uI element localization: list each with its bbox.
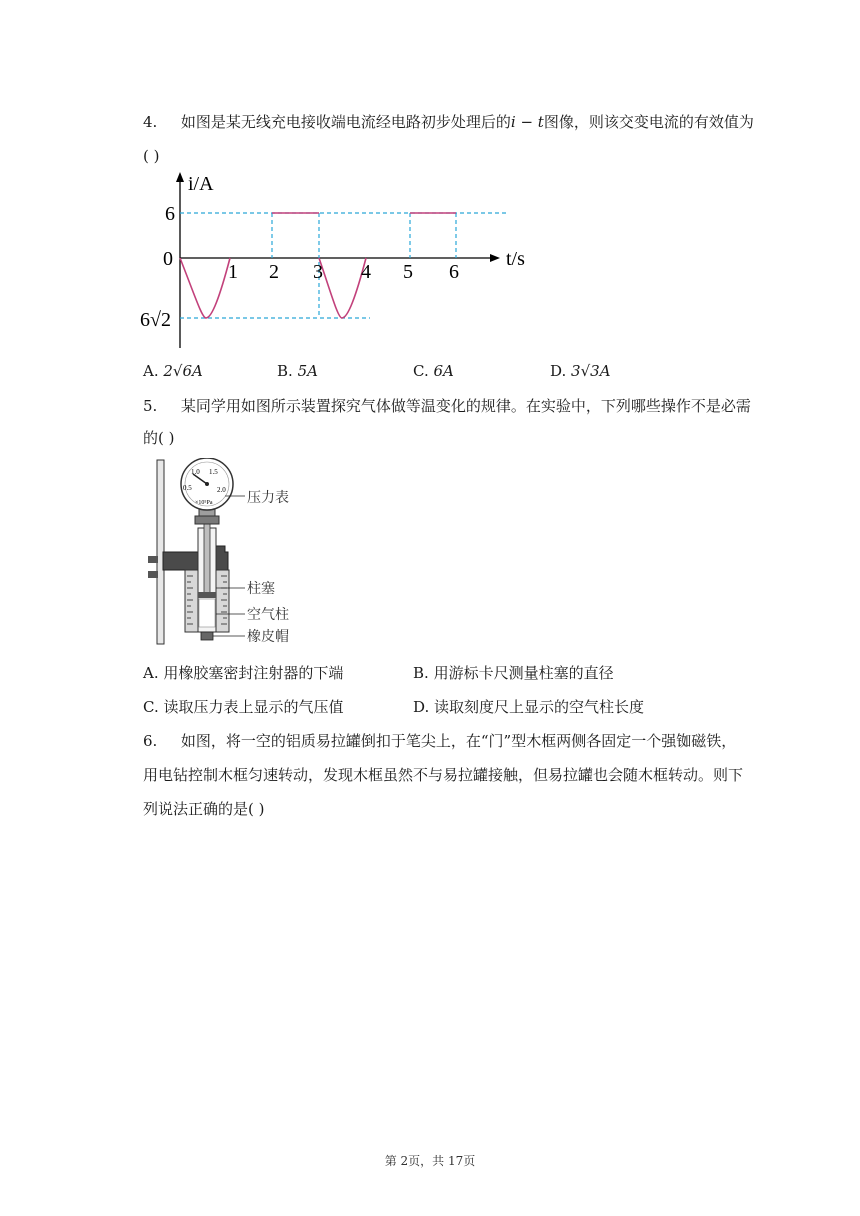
question-5-option-d[interactable]: [413, 697, 644, 717]
clamp-screw-bottom: [148, 571, 158, 578]
gauge-tick-0-5: 0.5: [183, 484, 192, 492]
question-4-text-post: 图像，则该交变电流的有效值为: [543, 113, 754, 131]
clamp-screw-top: [148, 556, 158, 563]
option-text: 3√3A: [571, 362, 611, 380]
x-axis-label: t/s: [506, 248, 525, 270]
air-column: [199, 599, 215, 627]
y-tick-6: 6: [165, 203, 175, 225]
option-text: 读取刻度尺上显示的空气柱长度: [434, 698, 645, 716]
y-axis-arrow: [176, 172, 184, 182]
option-letter: C.: [143, 698, 159, 716]
question-4-option-a[interactable]: [143, 361, 203, 381]
x-tick-5: 5: [403, 261, 413, 283]
question-6-line1: [143, 731, 736, 751]
gauge-tick-1-0: 1.0: [191, 468, 200, 476]
question-5-option-a[interactable]: [143, 663, 343, 683]
option-letter: D.: [550, 362, 567, 380]
question-5-number: 5.: [143, 397, 158, 415]
sine-segment-1: [180, 258, 230, 318]
x-tick-4: 4: [361, 261, 371, 283]
option-text: 读取压力表上显示的气压值: [163, 698, 344, 716]
option-text: 用游标卡尺测量柱塞的直径: [433, 664, 614, 682]
option-letter: A.: [143, 664, 159, 682]
question-6-line2: 用电钻控制木框匀速转动，发现木框虽然不与易拉罐接触，但易拉罐也会随木框转动。则下: [143, 766, 744, 784]
question-5-option-c[interactable]: [143, 697, 344, 717]
origin-label: 0: [163, 248, 173, 270]
gauge-tick-1-5: 1.5: [209, 468, 218, 476]
rubber-cap: [201, 632, 213, 640]
question-5-line1: [143, 396, 751, 416]
label-rubber-cap: 橡皮帽: [247, 630, 289, 645]
plunger-rod: [204, 518, 210, 596]
option-letter: C.: [413, 362, 429, 380]
label-plunger: 柱塞: [247, 582, 275, 597]
page-footer: 第 2页，共 17页: [384, 1154, 476, 1168]
option-text: 2√6A: [163, 362, 203, 380]
label-gauge: 压力表: [247, 491, 289, 506]
x-tick-3: 3: [313, 261, 323, 283]
option-letter: D.: [413, 698, 430, 716]
question-4-line2: ( ): [143, 147, 160, 165]
option-letter: B.: [277, 362, 293, 380]
question-4-option-b[interactable]: [277, 361, 318, 381]
gauge-unit: ×10⁵Pa: [195, 500, 213, 506]
x-tick-2: 2: [269, 261, 279, 283]
question-4-text-pre: 如图是某无线充电接收端电流经电路初步处理后的: [180, 113, 511, 131]
y-tick-neg: 6√2: [140, 309, 171, 331]
question-6-text: 如图，将一空的铝质易拉罐倒扣于笔尖上，在“门”型木框两侧各固定一个强铷磁铁，: [180, 732, 737, 750]
question-4-line1: [143, 112, 754, 132]
question-6-number: 6.: [143, 732, 158, 750]
option-text: 5A: [297, 362, 318, 380]
option-letter: A.: [143, 362, 159, 380]
x-tick-1: 1: [228, 261, 238, 283]
option-text: 6A: [433, 362, 454, 380]
option-text: 用橡胶塞密封注射器的下端: [163, 664, 344, 682]
gauge-tick-2-0: 2.0: [217, 486, 226, 494]
label-air-column: 空气柱: [247, 608, 289, 623]
x-axis-arrow: [490, 254, 500, 262]
question-5-apparatus: [143, 458, 323, 648]
question-5-line2: 的( ): [143, 429, 175, 447]
question-4-number: 4.: [143, 113, 158, 131]
x-tick-6: 6: [449, 261, 459, 283]
question-4-option-d[interactable]: [550, 361, 611, 381]
question-6-line3: 列说法正确的是( ): [143, 800, 265, 818]
gauge-nut: [195, 516, 219, 524]
option-letter: B.: [413, 664, 429, 682]
question-5-option-b[interactable]: [413, 663, 614, 683]
question-4-option-c[interactable]: [413, 361, 454, 381]
question-5-text: 某同学用如图所示装置探究气体做等温变化的规律。在实验中，下列哪些操作不是必需: [180, 397, 751, 415]
question-4-graph: [140, 168, 540, 353]
question-4-math: i − t: [510, 113, 544, 131]
y-axis-label: i/A: [188, 173, 214, 195]
plunger-head: [198, 592, 216, 598]
sine-segment-2: [319, 258, 366, 318]
